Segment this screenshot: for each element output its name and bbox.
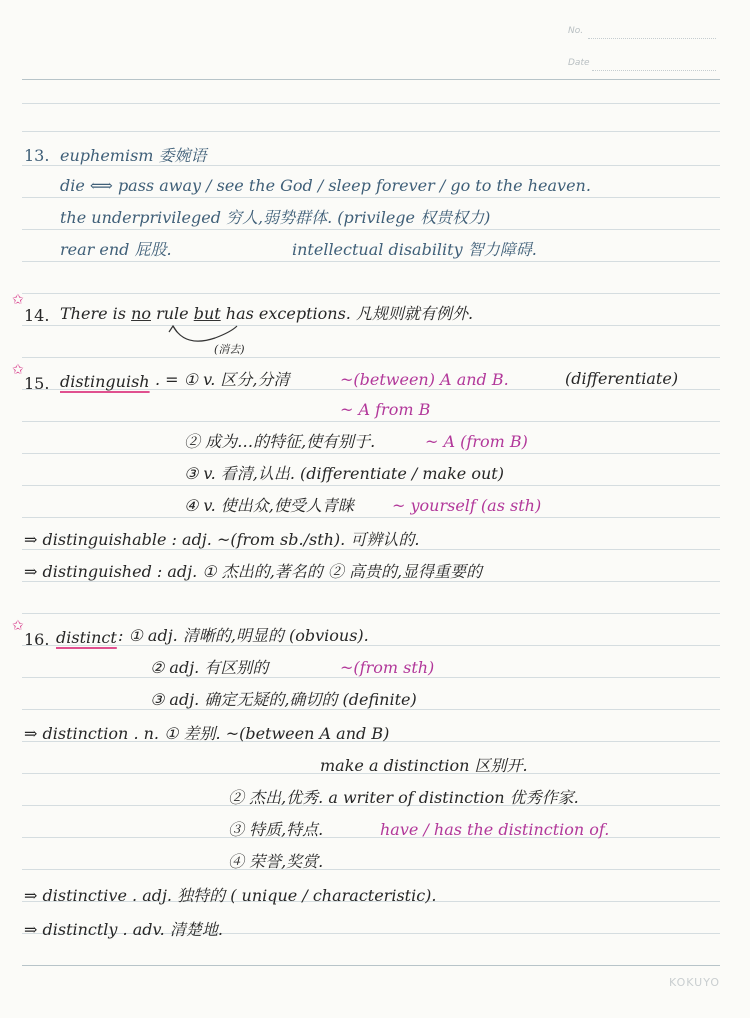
star-icon: ✩ [12,362,24,378]
no-line [588,38,716,39]
no-label: No. [568,26,584,36]
def-1: : ① adj. 清晰的,明显的 (obvious). [118,626,369,645]
star-icon: ✩ [12,292,24,308]
annotation-note: (消去) [214,343,245,356]
pattern-3: ~ A (from B) [425,432,528,451]
def-1: . = ① v. 区分,分清 [155,370,290,389]
derivative-distinctly: ⇒ distinctly . adv. 清楚地. [24,920,223,939]
entry-number: 15. [24,374,50,393]
pattern-1: ~(between) A and B. [340,370,509,389]
euphemism-example-underprivileged: the underprivileged 穷人,弱势群体. (privilege 权贵权力) [60,208,491,227]
star-icon: ✩ [12,618,24,634]
proverb-sentence: There is no rule but has exceptions. 凡规则就有例外. [60,304,474,323]
pattern-2: ~ A from B [340,400,431,419]
derivative-distinguishable: ⇒ distinguishable : adj. ~(from sb./sth). 可辨认的. [24,530,420,549]
euphemism-example-die: die ⟺ pass away / see the God / sleep forever / go to the heaven. [60,176,591,195]
brand-logo: KOKUYO [668,976,720,989]
derivative-distinctive: ⇒ distinctive . adj. 独特的 ( unique / characteristic). [24,886,437,905]
entry-number: 16. [24,630,50,649]
distinction-sense-4: ④ 荣誉,奖赏. [228,852,324,871]
def-2: ② 成为…的特征,使有别于. [184,432,376,451]
derivative-distinguished: ⇒ distinguished : adj. ① 杰出的,著名的 ② 高贵的,显得重要的 [24,562,483,581]
term-euphemism: euphemism 委婉语 [60,146,207,165]
synonym-1: (differentiate) [565,369,679,388]
def-3: ③ adj. 确定无疑的,确切的 (definite) [150,690,417,709]
def-4: ④ v. 使出众,使受人青睐 [184,496,354,515]
def-2: ② adj. 有区别的 [150,658,269,677]
euphemism-example-disability: intellectual disability 智力障碍. [292,240,537,259]
pattern-2: ~(from sth) [340,658,435,677]
collocation-make-distinction: make a distinction 区别开. [320,756,528,775]
date-line [592,70,716,71]
distinction-sense-2: ② 杰出,优秀. a writer of distinction 优秀作家. [228,788,579,807]
def-3: ③ v. 看清,认出. (differentiate / make out) [184,464,504,483]
entry-number: 14. [24,306,50,325]
derivative-distinction: ⇒ distinction . n. ① 差别. ~(between A and B) [24,724,390,743]
date-label: Date [568,58,590,68]
distinction-sense-3: ③ 特质,特点. [228,820,324,839]
pattern-5: have / has the distinction of. [380,820,610,839]
term-distinct: distinct [56,628,117,647]
term-distinguish: distinguish [60,372,150,391]
euphemism-example-rear-end: rear end 屁股. [60,240,172,259]
pattern-4: ~ yourself (as sth) [392,496,542,515]
entry-number: 13. [24,146,50,165]
